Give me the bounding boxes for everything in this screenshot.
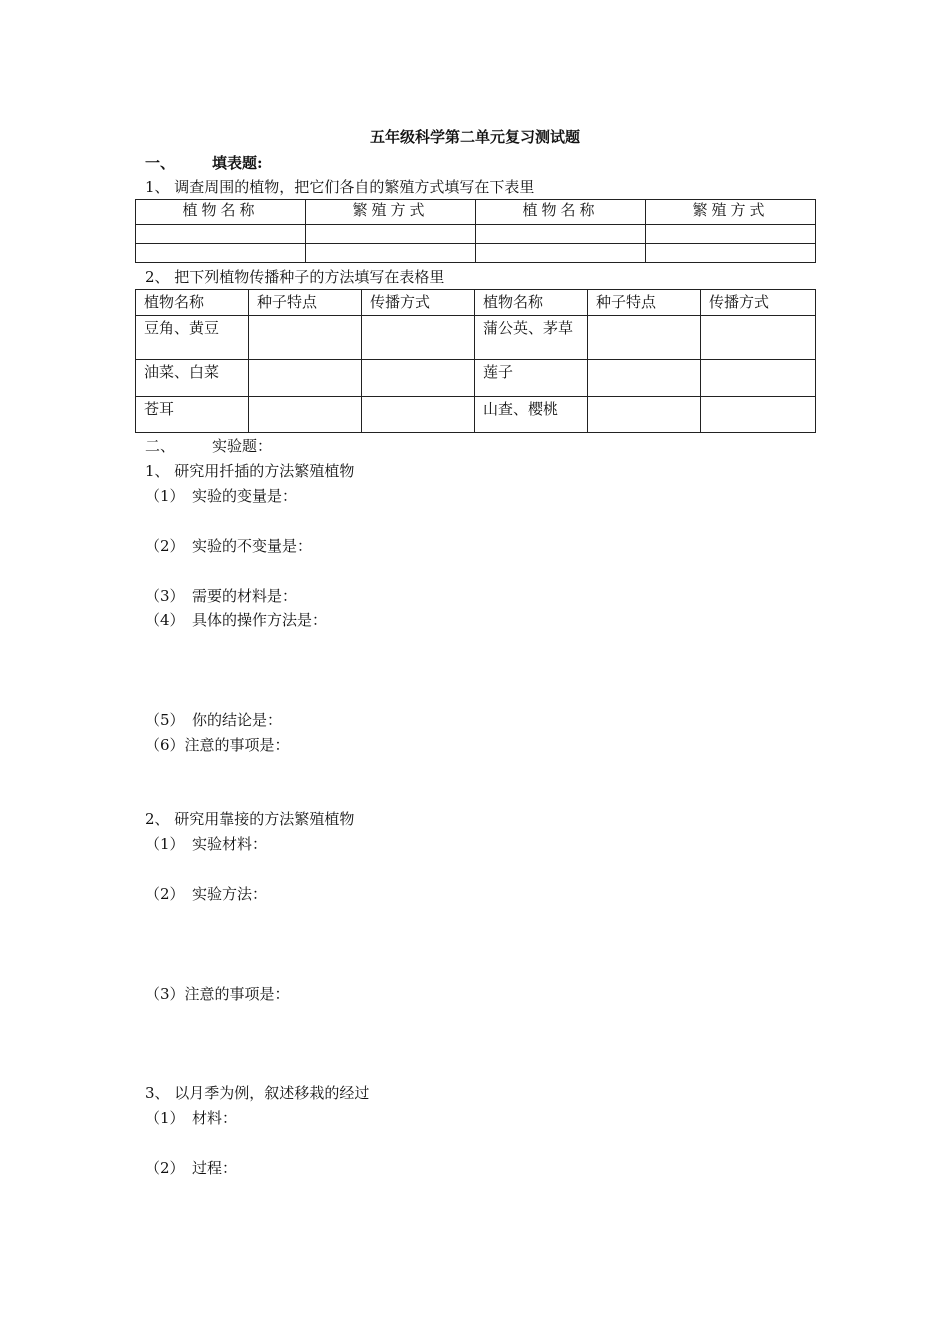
header-cell: 传播方式 (362, 290, 475, 316)
blank-cell[interactable] (646, 225, 816, 244)
section1-number: 一、 (145, 154, 176, 172)
header-cell: 种子特点 (249, 290, 362, 316)
blank-cell[interactable] (476, 225, 646, 244)
question1-text: 1、 调查周围的植物，把它们各自的繁殖方式填写在下表里 (145, 178, 535, 196)
blank-cell[interactable] (136, 244, 306, 263)
experiment3-title: 3、 以月季为例，叙述移栽的经过 (145, 1084, 370, 1102)
plant-name-cell: 山查、樱桃 (475, 397, 588, 433)
table-row (136, 244, 816, 263)
experiment1-item: （2） 实验的不变量是： (145, 537, 313, 555)
blank-cell[interactable] (249, 316, 362, 360)
experiment3-item: （2） 过程： (145, 1159, 238, 1177)
experiment1-item: （6）注意的事项是： (145, 736, 290, 754)
experiment1-item: （1） 实验的变量是： (145, 487, 298, 505)
header-cell: 繁殖方式 (646, 200, 816, 225)
seed-dispersal-table (135, 289, 816, 433)
blank-cell[interactable] (306, 225, 476, 244)
experiment2-item: （1） 实验材料： (145, 835, 268, 853)
experiment2-title: 2、 研究用靠接的方法繁殖植物 (145, 810, 355, 828)
section2-label: 实验题： (212, 437, 273, 455)
blank-cell[interactable] (476, 244, 646, 263)
header-cell: 植物名称 (475, 290, 588, 316)
blank-cell[interactable] (362, 397, 475, 433)
plant-name-cell: 蒲公英、茅草 (475, 316, 588, 360)
blank-cell[interactable] (249, 397, 362, 433)
experiment2-item: （2） 实验方法： (145, 885, 268, 903)
experiment1-item: （3） 需要的材料是： (145, 587, 298, 605)
blank-cell[interactable] (646, 244, 816, 263)
plant-name-cell: 苍耳 (136, 397, 249, 433)
plant-name-cell: 莲子 (475, 360, 588, 397)
header-cell: 种子特点 (588, 290, 701, 316)
table-row (136, 316, 816, 360)
experiment2-item: （3）注意的事项是： (145, 985, 290, 1003)
blank-cell[interactable] (362, 316, 475, 360)
header-cell: 繁殖方式 (306, 200, 476, 225)
table-header-row (136, 290, 816, 316)
blank-cell[interactable] (306, 244, 476, 263)
blank-cell[interactable] (249, 360, 362, 397)
table-row (136, 225, 816, 244)
header-cell: 传播方式 (701, 290, 816, 316)
experiment1-title: 1、 研究用扦插的方法繁殖植物 (145, 462, 355, 480)
page-title: 五年级科学第二单元复习测试题 (369, 128, 580, 146)
table-row (136, 360, 816, 397)
section2-number: 二、 (145, 437, 176, 455)
section1-label: 填表题: (212, 154, 263, 172)
experiment3-item: （1） 材料： (145, 1109, 238, 1127)
blank-cell[interactable] (588, 316, 701, 360)
blank-cell[interactable] (136, 225, 306, 244)
table-row (136, 397, 816, 433)
blank-cell[interactable] (701, 316, 816, 360)
experiment1-item: （4） 具体的操作方法是： (145, 611, 328, 629)
header-cell: 植物名称 (136, 290, 249, 316)
header-cell: 植物名称 (136, 200, 306, 225)
header-cell: 植物名称 (476, 200, 646, 225)
blank-cell[interactable] (588, 397, 701, 433)
plant-name-cell: 油菜、白菜 (136, 360, 249, 397)
question2-text: 2、 把下列植物传播种子的方法填写在表格里 (145, 268, 445, 286)
blank-cell[interactable] (701, 360, 816, 397)
reproduction-table (135, 199, 816, 263)
experiment1-item: （5） 你的结论是： (145, 711, 283, 729)
blank-cell[interactable] (362, 360, 475, 397)
plant-name-cell: 豆角、黄豆 (136, 316, 249, 360)
blank-cell[interactable] (701, 397, 816, 433)
blank-cell[interactable] (588, 360, 701, 397)
table-header-row (136, 200, 816, 225)
